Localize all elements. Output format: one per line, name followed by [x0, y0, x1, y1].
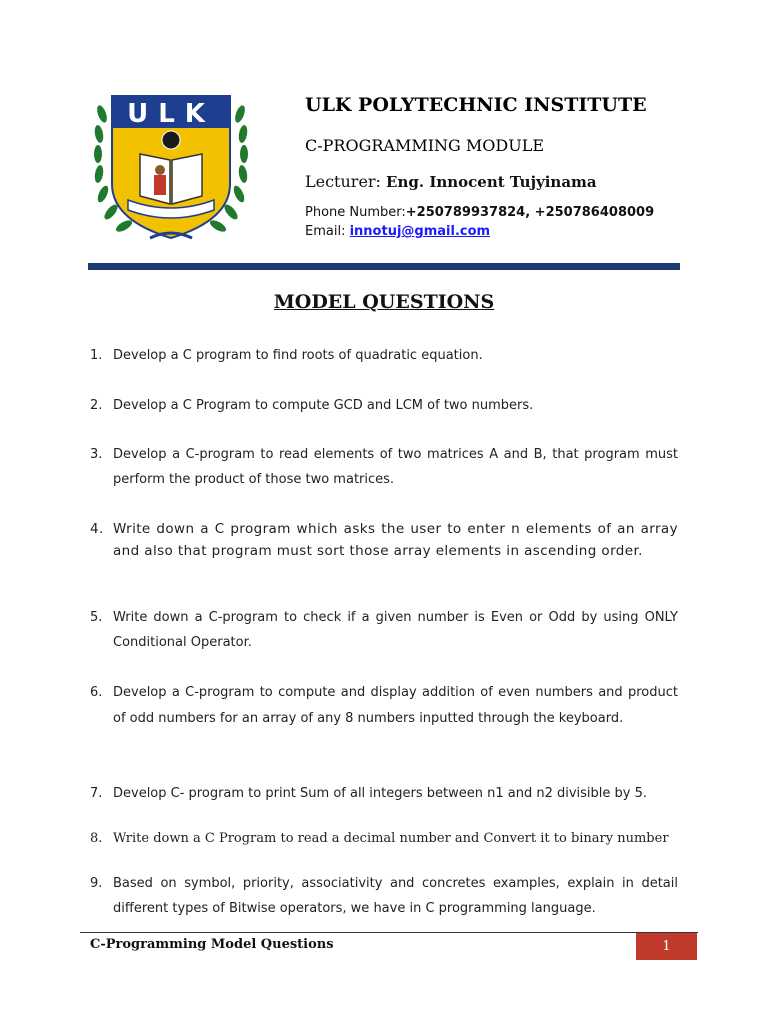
question-number: 2. [90, 398, 103, 413]
email-link[interactable]: innotuj@gmail.com [349, 224, 491, 239]
question-item [90, 393, 678, 418]
question-item [90, 680, 678, 731]
email-line [305, 224, 490, 239]
phone-numbers: +250789937824, +250786408009 [405, 205, 655, 220]
question-number: 9. [90, 876, 103, 891]
question-text: Develop a C Program to compute GCD and LCM of two numbers. [113, 398, 534, 413]
module-title: C-PROGRAMMING MODULE [305, 136, 545, 155]
footer-divider [80, 932, 698, 933]
question-text: Develop a C program to find roots of quadratic equation. [113, 348, 483, 363]
question-item [90, 605, 678, 655]
heading-text: MODEL QUESTIONS [273, 291, 495, 313]
question-text: Develop C- program to print Sum of all integers between n1 and n2 divisible by 5. [113, 786, 648, 801]
header-divider [88, 263, 680, 270]
lecturer-name: Eng. Innocent Tujyinama [386, 173, 597, 191]
question-number: 1. [90, 348, 103, 363]
phone-label: Phone Number: [305, 205, 406, 220]
question-item [90, 871, 678, 921]
institute-title: ULK POLYTECHNIC INSTITUTE [305, 94, 647, 116]
question-text: Develop a C-program to read elements of two matrices A and B, that program must perform the product of those two matrices. [113, 447, 678, 487]
question-number: 7. [90, 786, 103, 801]
question-number: 3. [90, 447, 103, 462]
page-number-badge: 1 [636, 933, 697, 960]
question-text: Write down a C Program to read a decimal number and Convert it to binary number [113, 831, 669, 846]
question-text: Develop a C-program to compute and display addition of even numbers and product of odd numbers for an array of any 8 numbers inputted through the keyboard. [113, 685, 678, 726]
footer-title: C-Programming Model Questions [90, 937, 334, 952]
email-label: Email: [305, 224, 346, 239]
question-number: 5. [90, 610, 103, 625]
question-text: Based on symbol, priority, associativity and concretes examples, explain in detail different types of Bitwise operators, we have in C programming language. [113, 876, 678, 916]
question-text: Write down a C-program to check if a given number is Even or Odd by using ONLY Conditional Operator. [113, 610, 678, 650]
question-item [90, 442, 678, 492]
question-number: 6. [90, 685, 103, 700]
question-item [90, 826, 678, 851]
question-item [90, 343, 678, 368]
lecturer-label: Lecturer: [305, 172, 381, 191]
question-item [90, 781, 678, 806]
question-number: 4. [90, 521, 104, 537]
question-item [90, 519, 678, 562]
logo-letters: ULK [127, 99, 215, 129]
question-text: Write down a C program which asks the user to enter n elements of an array and also that program must sort those array elements in ascending order. [113, 521, 678, 559]
phone-line [305, 205, 654, 220]
document-heading [0, 291, 768, 313]
question-number: 8. [90, 831, 103, 846]
ulk-logo [90, 92, 252, 244]
lecturer-line [305, 172, 597, 191]
